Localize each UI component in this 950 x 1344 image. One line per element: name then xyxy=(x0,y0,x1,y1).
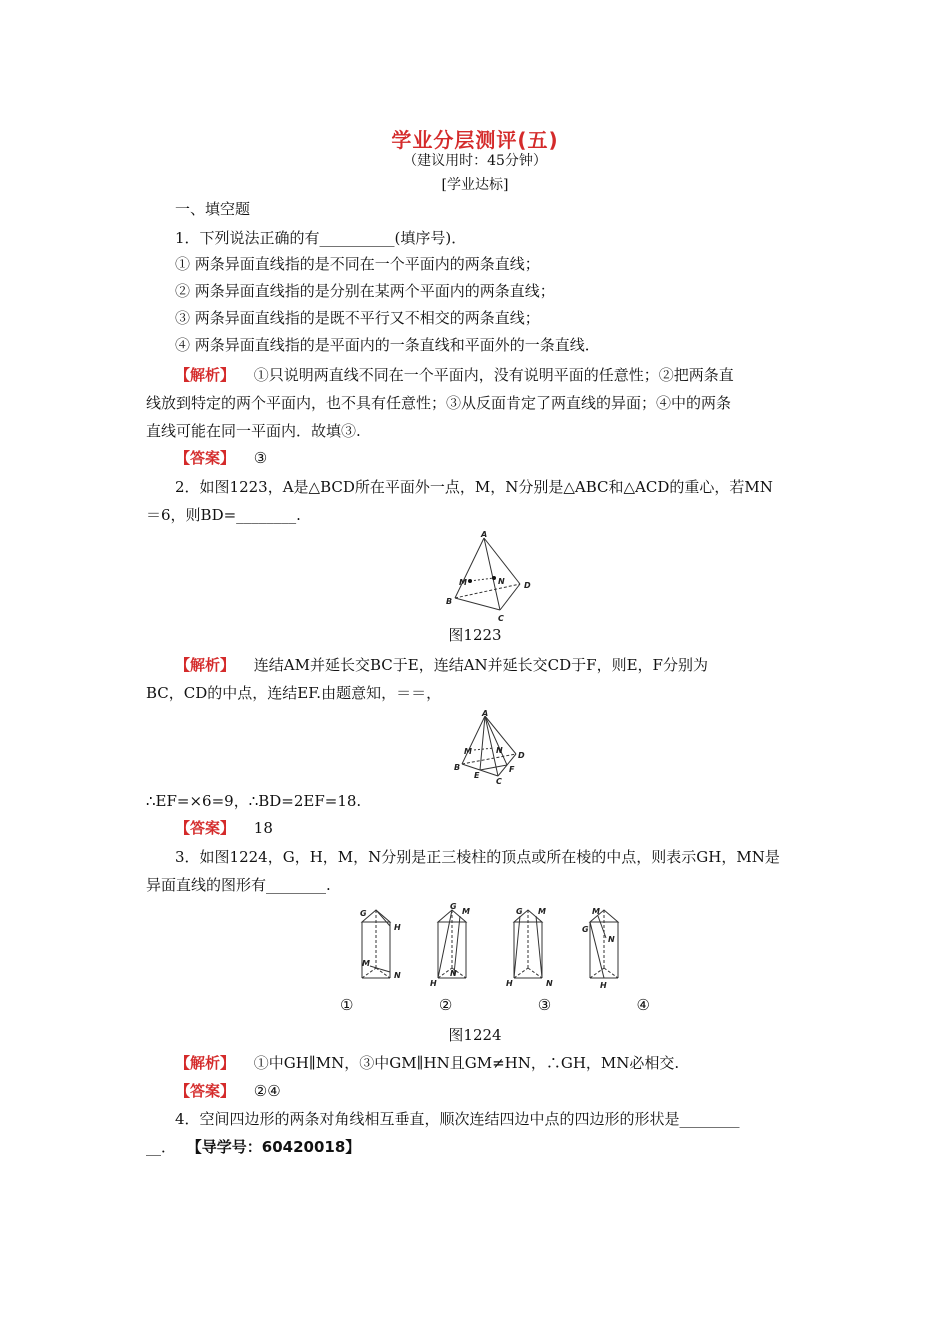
fig-label: N xyxy=(450,969,457,978)
analysis-tag: 【解析】 xyxy=(175,366,236,384)
fig-label: M xyxy=(592,907,600,916)
figure-1224 xyxy=(350,902,640,994)
answer-tag: 【答案】 xyxy=(175,449,236,467)
fig-label: M xyxy=(459,578,467,587)
figure-1223-solution xyxy=(452,708,532,784)
fig-label: G xyxy=(516,907,523,916)
q1-option: ④ 两条异面直线指的是平面内的一条直线和平面外的一条直线． xyxy=(175,336,600,354)
figure-numbers xyxy=(340,996,650,1014)
q1-analysis-text: ①只说明两直线不同在一个平面内，没有说明平面的任意性；②把两条直 xyxy=(253,366,734,384)
q3-stem: 3．如图1224，G，H，M，N分别是正三棱柱的顶点或所在棱的中点，则表示GH，MN是 xyxy=(175,848,780,866)
fig-label: B xyxy=(454,763,461,772)
q2-stem: ＝6，则BD=________. xyxy=(146,506,301,524)
fig-label: A xyxy=(482,709,489,718)
fig-label: D xyxy=(518,751,525,760)
figure-caption: 图1223 xyxy=(448,626,502,644)
q4-stem-cont xyxy=(146,1134,806,1160)
q1-answer: ③ xyxy=(253,449,268,467)
fig-label: N xyxy=(546,979,553,988)
fig-label: G xyxy=(450,902,457,911)
q2-analysis-line xyxy=(175,652,835,678)
fig-label: H xyxy=(430,979,437,988)
fig-label: M xyxy=(538,907,546,916)
page-subtitle: （建议用时：45分钟） xyxy=(403,153,547,169)
q2-answer-line xyxy=(175,815,835,841)
fig-label: G xyxy=(582,925,589,934)
fig-number: ④ xyxy=(636,996,650,1014)
answer-tag: 【答案】 xyxy=(175,819,236,837)
q4-stem-tail: __． xyxy=(146,1138,177,1156)
q2-answer: 18 xyxy=(253,819,273,837)
q2-stem: 2．如图1223，A是△BCD所在平面外一点，M，N分别是△ABC和△ACD的重心，若MN xyxy=(175,478,773,496)
fig-label: H xyxy=(506,979,513,988)
q1-option: ① 两条异面直线指的是不同在一个平面内的两条直线； xyxy=(175,255,540,273)
fig-label: N xyxy=(394,971,401,980)
fig-label: G xyxy=(360,909,367,918)
fig-label: M xyxy=(362,959,370,968)
fig-label: M xyxy=(464,747,472,756)
fig-label: C xyxy=(498,614,504,623)
q2-conclusion: ∴EF=×6=9，∴BD=2EF=18. xyxy=(146,792,362,810)
fig-label: H xyxy=(600,981,607,990)
q4-stem: 4．空间四边形的两条对角线相互垂直，顺次连结四边中点的四边形的形状是________ xyxy=(175,1110,740,1128)
q2-analysis-text: BC，CD的中点，连结EF.由题意知，＝＝， xyxy=(146,684,442,702)
figure-caption: 图1224 xyxy=(448,1026,502,1044)
q2-analysis-text: 连结AM并延长交BC于E，连结AN并延长交CD于F，则E，F分别为 xyxy=(253,656,708,674)
fig-number: ① xyxy=(340,996,354,1014)
analysis-tag: 【解析】 xyxy=(175,656,236,674)
part-heading: 一、填空题 xyxy=(175,200,251,218)
q1-analysis-line xyxy=(175,362,835,388)
q1-analysis-text: 直线可能在同一平面内．故填③. xyxy=(146,422,361,440)
fig-label: H xyxy=(394,923,401,932)
fig-label: N xyxy=(498,577,505,586)
fig-label: F xyxy=(509,765,515,774)
fig-number: ③ xyxy=(537,996,552,1014)
q3-analysis-line xyxy=(175,1050,835,1076)
fig-label: B xyxy=(446,597,453,606)
answer-tag: 【答案】 xyxy=(175,1082,236,1100)
fig-label: D xyxy=(524,581,531,590)
q1-stem: 1．下列说法正确的有__________(填序号)． xyxy=(175,229,467,247)
fig-label: N xyxy=(608,935,615,944)
q3-stem: 异面直线的图形有________. xyxy=(146,876,331,894)
fig-label: E xyxy=(474,771,480,780)
figure-1223 xyxy=(440,528,540,624)
q1-analysis-text: 线放到特定的两个平面内，也不具有任意性；③从反面肯定了两直线的异面；④中的两条 xyxy=(146,394,732,412)
fig-label: M xyxy=(462,907,470,916)
section-heading: [学业达标] xyxy=(441,177,509,193)
q1-option: ③ 两条异面直线指的是既不平行又不相交的两条直线； xyxy=(175,309,540,327)
q3-analysis-text: ①中GH∥MN，③中GM∥HN且GM≠HN，∴GH，MN必相交. xyxy=(253,1054,680,1072)
q1-option: ② 两条异面直线指的是分别在某两个平面内的两条直线； xyxy=(175,282,555,300)
analysis-tag: 【解析】 xyxy=(175,1054,236,1072)
fig-label: A xyxy=(481,530,488,539)
q3-answer: ②④ xyxy=(253,1082,281,1100)
guide-number: 【导学号：60420018】 xyxy=(186,1138,361,1156)
q1-answer-line xyxy=(175,445,835,471)
fig-number: ② xyxy=(438,996,453,1014)
q3-answer-line xyxy=(175,1078,835,1104)
fig-label: C xyxy=(496,777,502,784)
fig-label: N xyxy=(496,746,503,755)
page-title: 学业分层测评(五) xyxy=(391,128,559,152)
